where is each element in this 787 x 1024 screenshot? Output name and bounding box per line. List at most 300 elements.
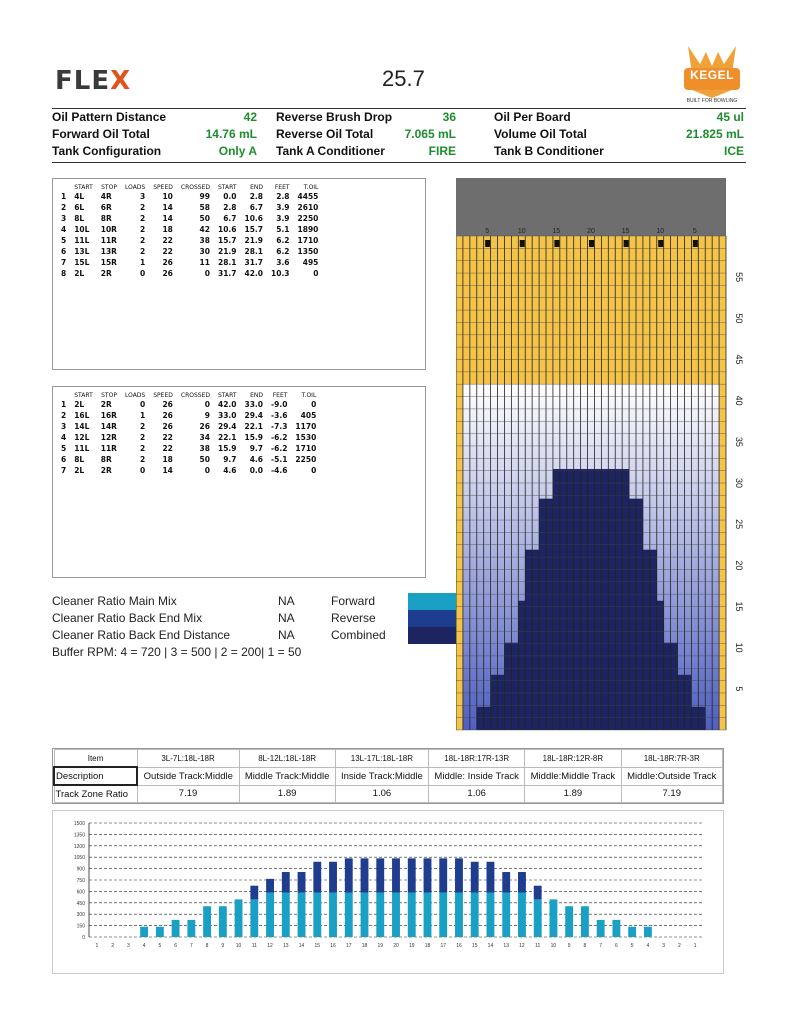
board-oil-column xyxy=(581,469,588,730)
column-header: START xyxy=(217,392,237,399)
chart-bar-forward xyxy=(329,893,337,937)
comparison-cell: 18L-18R:12R-8R xyxy=(525,750,621,768)
table-cell: 12R xyxy=(100,433,117,442)
comparison-cell: Middle: Inside Track xyxy=(429,767,525,785)
table-row xyxy=(57,410,320,421)
table-cell: 1 xyxy=(140,411,146,420)
table-header-row xyxy=(57,392,320,399)
arrow-marker xyxy=(485,240,490,247)
table-cell: 10 xyxy=(162,192,173,201)
table-cell: 15R xyxy=(100,258,117,267)
reverse-loads-panel xyxy=(52,386,426,578)
summary-value: 36 xyxy=(442,110,456,124)
table-row xyxy=(57,246,322,257)
x-tick-label: 7 xyxy=(189,943,193,949)
table-cell: 4.6 xyxy=(249,455,264,464)
chart-bar-reverse xyxy=(518,872,526,893)
table-cell: 1890 xyxy=(297,225,319,234)
x-tick-label: 13 xyxy=(503,943,509,949)
table-cell: 2 xyxy=(140,444,146,453)
table-cell: 50 xyxy=(199,455,210,464)
table-cell: 28.1 xyxy=(244,247,264,256)
table-cell: 7 xyxy=(61,258,67,267)
x-tick-label: 16 xyxy=(330,943,336,949)
summary-row xyxy=(52,144,257,158)
column-header: START xyxy=(74,392,93,399)
comparison-cell: 13L-17L:18L-18R xyxy=(335,750,428,768)
chart-bar-reverse xyxy=(329,862,337,893)
table-cell: 3.9 xyxy=(276,203,290,212)
buffer-rpm: Buffer RPM: 4 = 720 | 3 = 500 | 2 = 200| 1 = 50 xyxy=(52,645,302,659)
chart-bar-reverse xyxy=(424,858,432,892)
table-cell: 2 xyxy=(140,455,146,464)
note-value: NA xyxy=(278,628,295,642)
table-cell: 29.4 xyxy=(244,411,264,420)
table-cell: 31.7 xyxy=(217,269,237,278)
table-cell: -6.2 xyxy=(271,444,288,453)
table-cell: -7.3 xyxy=(271,422,288,431)
table-cell: 1530 xyxy=(295,433,317,442)
comparison-cell: 7.19 xyxy=(621,785,723,803)
table-cell: 2 xyxy=(140,214,146,223)
x-tick-label: 11 xyxy=(535,943,541,949)
table-cell: 2610 xyxy=(297,203,319,212)
table-cell: 9.7 xyxy=(249,444,264,453)
summary-label: Volume Oil Total xyxy=(494,127,587,141)
table-row xyxy=(57,421,320,432)
table-cell: 2R xyxy=(100,400,112,409)
x-tick-label: 16 xyxy=(456,943,462,949)
table-cell: 58 xyxy=(199,203,210,212)
board-oil-column xyxy=(608,469,615,730)
table-cell: 6R xyxy=(100,203,112,212)
distance-scale-label: 50 xyxy=(734,313,744,324)
chart-bar-forward xyxy=(408,893,416,937)
y-tick-label: 900 xyxy=(76,866,85,873)
chart-bar-forward xyxy=(565,906,573,937)
table-cell: 2L xyxy=(74,466,85,475)
summary-row xyxy=(494,127,744,141)
table-row xyxy=(57,213,322,224)
arrow-label: 5 xyxy=(692,228,697,235)
table-cell: 4.6 xyxy=(223,466,237,475)
table-cell: 4 xyxy=(61,225,67,234)
board-oil-chart xyxy=(53,811,723,973)
column-header: CROSSED xyxy=(180,392,210,399)
table-cell: 18 xyxy=(162,455,173,464)
comparison-cell: Middle:Outside Track xyxy=(621,767,723,785)
x-tick-label: 2 xyxy=(111,943,115,949)
column-header: START xyxy=(217,184,237,191)
chart-bar-forward xyxy=(628,927,636,937)
table-cell: 30 xyxy=(199,247,210,256)
x-tick-label: 18 xyxy=(424,943,431,949)
table-cell: 26 xyxy=(162,422,173,431)
summary-value: 7.065 mL xyxy=(404,127,456,141)
table-cell: 405 xyxy=(300,411,317,420)
chart-bar-forward xyxy=(235,899,243,937)
table-cell: -4.6 xyxy=(271,466,288,475)
summary-label: Reverse Brush Drop xyxy=(276,110,393,124)
column-header: END xyxy=(250,184,264,191)
table-cell: 0 xyxy=(311,400,317,409)
x-tick-label: 12 xyxy=(267,943,273,949)
table-cell: 4R xyxy=(100,192,112,201)
forward-loads-table xyxy=(57,184,322,279)
table-cell: 22.1 xyxy=(217,433,237,442)
summary-divider xyxy=(52,162,746,163)
chart-bar-forward xyxy=(140,927,148,937)
board-oil-column xyxy=(567,469,574,730)
pattern-title: 25.7 xyxy=(382,66,425,91)
lane-oil-graphic xyxy=(456,178,786,740)
table-cell: 2 xyxy=(140,247,146,256)
board-oil-column xyxy=(684,675,691,730)
arrow-marker xyxy=(520,240,525,247)
table-cell: 2 xyxy=(140,203,146,212)
table-cell: 1710 xyxy=(295,444,317,453)
board-oil-column xyxy=(498,675,505,730)
column-header: CROSSED xyxy=(180,184,210,191)
reverse-swatch xyxy=(408,610,458,627)
x-tick-label: 12 xyxy=(519,943,525,949)
comparison-cell: Outside Track:Middle xyxy=(137,767,239,785)
table-cell: 6.2 xyxy=(276,236,290,245)
arrow-marker xyxy=(589,240,594,247)
table-cell: 0 xyxy=(204,466,210,475)
table-cell: -9.0 xyxy=(271,400,288,409)
x-tick-label: 3 xyxy=(126,943,130,949)
column-header: START xyxy=(74,184,93,191)
note-value: NA xyxy=(278,594,295,608)
x-tick-label: 5 xyxy=(630,943,634,949)
comparison-cell: 1.89 xyxy=(525,785,621,803)
chart-bar-reverse xyxy=(471,862,479,893)
table-cell: 495 xyxy=(302,258,319,267)
table-cell: 6 xyxy=(61,455,67,464)
chart-bar-forward xyxy=(266,893,274,937)
board-oil-chart-panel xyxy=(52,810,724,974)
table-cell: 14 xyxy=(162,214,173,223)
chart-bar-forward xyxy=(172,920,180,937)
arrow-label: 20 xyxy=(587,228,595,235)
column-header xyxy=(57,392,70,399)
board-oil-column xyxy=(615,469,622,730)
table-cell: 21.9 xyxy=(244,236,264,245)
comparison-cell: 7.19 xyxy=(137,785,239,803)
y-tick-label: 600 xyxy=(76,889,85,896)
board-oil-column xyxy=(484,707,491,730)
table-cell: 3 xyxy=(61,214,67,223)
y-tick-label: 1200 xyxy=(73,843,85,850)
table-cell: 22 xyxy=(162,247,173,256)
x-tick-label: 15 xyxy=(314,943,321,949)
table-cell: 1 xyxy=(61,400,67,409)
board-oil-column xyxy=(477,707,484,730)
chart-bar-forward xyxy=(581,906,589,937)
chart-bar-forward xyxy=(597,920,605,937)
board-oil-column xyxy=(650,550,657,730)
table-cell: 2R xyxy=(100,466,112,475)
summary-row xyxy=(276,110,456,124)
x-tick-label: 11 xyxy=(251,943,257,949)
table-cell: 33.0 xyxy=(217,411,237,420)
comparison-cell: Inside Track:Middle xyxy=(335,767,428,785)
distance-scale-label: 45 xyxy=(734,354,744,365)
table-cell: 99 xyxy=(199,192,210,201)
board-oil-column xyxy=(553,469,560,730)
comparison-cell: Description xyxy=(54,767,137,785)
comparison-cell: 3L-7L:18L-18R xyxy=(137,750,239,768)
y-tick-label: 0 xyxy=(82,935,85,941)
x-tick-label: 9 xyxy=(221,943,225,949)
distance-scale-label: 5 xyxy=(734,686,744,692)
x-tick-label: 14 xyxy=(487,943,494,949)
chart-bar-forward xyxy=(203,906,211,937)
table-cell: 16R xyxy=(100,411,117,420)
table-row xyxy=(57,191,322,202)
comparison-row xyxy=(54,785,723,803)
chart-bar-reverse xyxy=(439,858,447,892)
note-label: Cleaner Ratio Back End Mix xyxy=(52,611,203,625)
table-cell: 6 xyxy=(61,247,67,256)
table-cell: 5 xyxy=(61,236,67,245)
x-tick-label: 19 xyxy=(377,943,384,949)
summary-value: 14.76 mL xyxy=(205,127,257,141)
summary-label: Oil Pattern Distance xyxy=(52,110,167,124)
summary-value: 42 xyxy=(243,110,257,124)
arrow-marker xyxy=(693,240,698,247)
chart-bar-reverse xyxy=(313,862,321,893)
table-cell: 22 xyxy=(162,236,173,245)
comparison-row xyxy=(54,767,723,785)
y-tick-label: 300 xyxy=(76,912,85,919)
table-row xyxy=(57,224,322,235)
chart-bar-forward xyxy=(156,927,164,937)
x-tick-label: 4 xyxy=(646,943,650,949)
header-divider xyxy=(52,108,746,109)
table-cell: 10R xyxy=(100,225,117,234)
table-cell: 16L xyxy=(74,411,90,420)
table-cell: 2 xyxy=(61,203,67,212)
chart-bar-forward xyxy=(313,893,321,937)
table-cell: 13R xyxy=(100,247,117,256)
comparison-cell: Track Zone Ratio xyxy=(54,785,137,803)
column-header: LOADS xyxy=(124,184,146,191)
comparison-cell: 18L-18R:17R-13R xyxy=(429,750,525,768)
chart-bar-reverse xyxy=(266,879,274,893)
chart-bar-forward xyxy=(550,899,558,937)
chart-bar-reverse xyxy=(282,872,290,893)
table-cell: 33.0 xyxy=(244,400,264,409)
legend-label: Combined xyxy=(331,628,386,642)
note-value: NA xyxy=(278,611,295,625)
table-cell: 0 xyxy=(140,269,146,278)
y-tick-label: 150 xyxy=(76,923,85,930)
track-zone-comparison xyxy=(52,748,724,804)
reverse-loads-table xyxy=(57,392,320,476)
x-tick-label: 3 xyxy=(662,943,666,949)
table-header-row xyxy=(57,184,322,191)
table-cell: 2250 xyxy=(295,455,317,464)
board-oil-column xyxy=(491,675,498,730)
comparison-table xyxy=(53,749,723,803)
column-header: STOP xyxy=(101,184,117,191)
table-cell: 0 xyxy=(140,466,146,475)
x-tick-label: 7 xyxy=(599,943,603,949)
table-cell: 0 xyxy=(204,400,210,409)
chart-bar-reverse xyxy=(361,858,369,892)
table-row xyxy=(57,235,322,246)
column-header: T.OIL xyxy=(303,184,319,191)
x-tick-label: 5 xyxy=(158,943,162,949)
flex-logo xyxy=(55,66,131,96)
chart-bar-reverse xyxy=(455,858,463,892)
board-oil-column xyxy=(539,499,546,730)
distance-scale-label: 55 xyxy=(734,272,744,283)
summary-row xyxy=(276,144,456,158)
table-cell: 2 xyxy=(140,225,146,234)
table-cell: 8L xyxy=(74,455,85,464)
forward-loads-panel xyxy=(52,178,426,370)
table-cell: 26 xyxy=(162,258,173,267)
table-cell: 0.0 xyxy=(249,466,264,475)
table-cell: -6.2 xyxy=(271,433,288,442)
table-cell: 11R xyxy=(100,444,117,453)
table-row xyxy=(57,257,322,268)
column-header: FEET xyxy=(272,392,288,399)
table-cell: 26 xyxy=(162,269,173,278)
x-tick-label: 18 xyxy=(361,943,368,949)
comparison-cell: Item xyxy=(54,750,137,768)
x-tick-label: 2 xyxy=(677,943,681,949)
note-label: Cleaner Ratio Main Mix xyxy=(52,594,177,608)
table-cell: 4455 xyxy=(297,192,319,201)
chart-bar-forward xyxy=(187,920,195,937)
board-oil-column xyxy=(525,550,532,730)
summary-row xyxy=(494,110,744,124)
table-cell: 15.9 xyxy=(244,433,264,442)
chart-bar-forward xyxy=(376,893,384,937)
x-tick-label: 17 xyxy=(440,943,447,949)
summary-label: Tank Configuration xyxy=(52,144,162,158)
table-row xyxy=(57,268,322,279)
table-cell: 22 xyxy=(162,433,173,442)
board-oil-column xyxy=(518,601,525,730)
summary-label: Oil Per Board xyxy=(494,110,571,124)
x-tick-label: 1 xyxy=(693,943,697,949)
x-tick-label: 15 xyxy=(471,943,478,949)
board-oil-column xyxy=(594,469,601,730)
table-cell: 11 xyxy=(199,258,210,267)
arrow-label: 15 xyxy=(552,228,561,235)
table-cell: 14R xyxy=(100,422,117,431)
board-oil-column xyxy=(588,469,595,730)
table-row xyxy=(57,202,322,213)
table-cell: 38 xyxy=(199,444,210,453)
chart-bar-forward xyxy=(612,920,620,937)
kegel-brand: KEGEL xyxy=(690,68,734,82)
column-header: END xyxy=(250,392,264,399)
chart-bar-reverse xyxy=(250,886,258,900)
table-cell: 14L xyxy=(74,422,90,431)
x-tick-label: 1 xyxy=(95,943,99,949)
table-cell: 3 xyxy=(140,192,146,201)
table-cell: 2.8 xyxy=(223,203,237,212)
chart-bar-reverse xyxy=(376,858,384,892)
table-cell: 2L xyxy=(74,269,85,278)
forward-swatch xyxy=(408,593,458,610)
comparison-row xyxy=(54,750,723,768)
board-oil-column xyxy=(574,469,581,730)
table-row xyxy=(57,465,320,476)
table-cell: 10.6 xyxy=(217,225,237,234)
summary-row xyxy=(494,144,744,158)
table-cell: 14 xyxy=(162,466,173,475)
table-cell: -3.6 xyxy=(271,411,288,420)
table-cell: 2 xyxy=(140,433,146,442)
summary-row xyxy=(52,127,257,141)
chart-bar-forward xyxy=(455,893,463,937)
chart-bar-reverse xyxy=(392,858,400,892)
board-oil-column xyxy=(601,469,608,730)
chart-bar-forward xyxy=(361,893,369,937)
table-cell: 22 xyxy=(162,444,173,453)
logo-x: X xyxy=(110,66,132,96)
x-tick-label: 8 xyxy=(583,943,587,949)
distance-scale-label: 35 xyxy=(734,436,744,447)
table-cell: 0.0 xyxy=(223,192,237,201)
x-tick-label: 6 xyxy=(174,943,177,949)
chart-bar-forward xyxy=(518,893,526,937)
table-cell: 2R xyxy=(100,269,112,278)
board-oil-column xyxy=(532,550,539,730)
column-header: SPEED xyxy=(153,184,173,191)
y-tick-label: 1350 xyxy=(73,832,85,839)
board-oil-column xyxy=(560,469,567,730)
table-cell: 4L xyxy=(74,192,85,201)
y-tick-label: 450 xyxy=(76,900,85,907)
table-row xyxy=(57,443,320,454)
chart-bar-reverse xyxy=(534,886,542,900)
table-cell: 1710 xyxy=(297,236,319,245)
x-tick-label: 19 xyxy=(408,943,415,949)
board-oil-column xyxy=(643,550,650,730)
table-cell: -5.1 xyxy=(271,455,288,464)
distance-scale-label: 10 xyxy=(734,642,744,653)
table-cell: 1 xyxy=(61,192,67,201)
table-cell: 7 xyxy=(61,466,67,475)
table-cell: 38 xyxy=(199,236,210,245)
chart-bar-forward xyxy=(392,893,400,937)
chart-bar-forward xyxy=(298,893,306,937)
distance-scale-label: 20 xyxy=(734,560,744,571)
board-oil-column xyxy=(657,601,664,730)
table-cell: 28.1 xyxy=(217,258,237,267)
arrow-marker xyxy=(658,240,663,247)
x-tick-label: 10 xyxy=(550,943,557,949)
table-cell: 1 xyxy=(140,258,146,267)
summary-label: Forward Oil Total xyxy=(52,127,150,141)
table-cell: 1350 xyxy=(297,247,319,256)
table-cell: 6.7 xyxy=(223,214,237,223)
table-cell: 15.9 xyxy=(217,444,237,453)
note-label: Cleaner Ratio Back End Distance xyxy=(52,628,231,642)
table-cell: 42.0 xyxy=(244,269,264,278)
table-cell: 10.6 xyxy=(244,214,264,223)
column-header xyxy=(57,184,70,191)
table-cell: 2.8 xyxy=(249,192,264,201)
